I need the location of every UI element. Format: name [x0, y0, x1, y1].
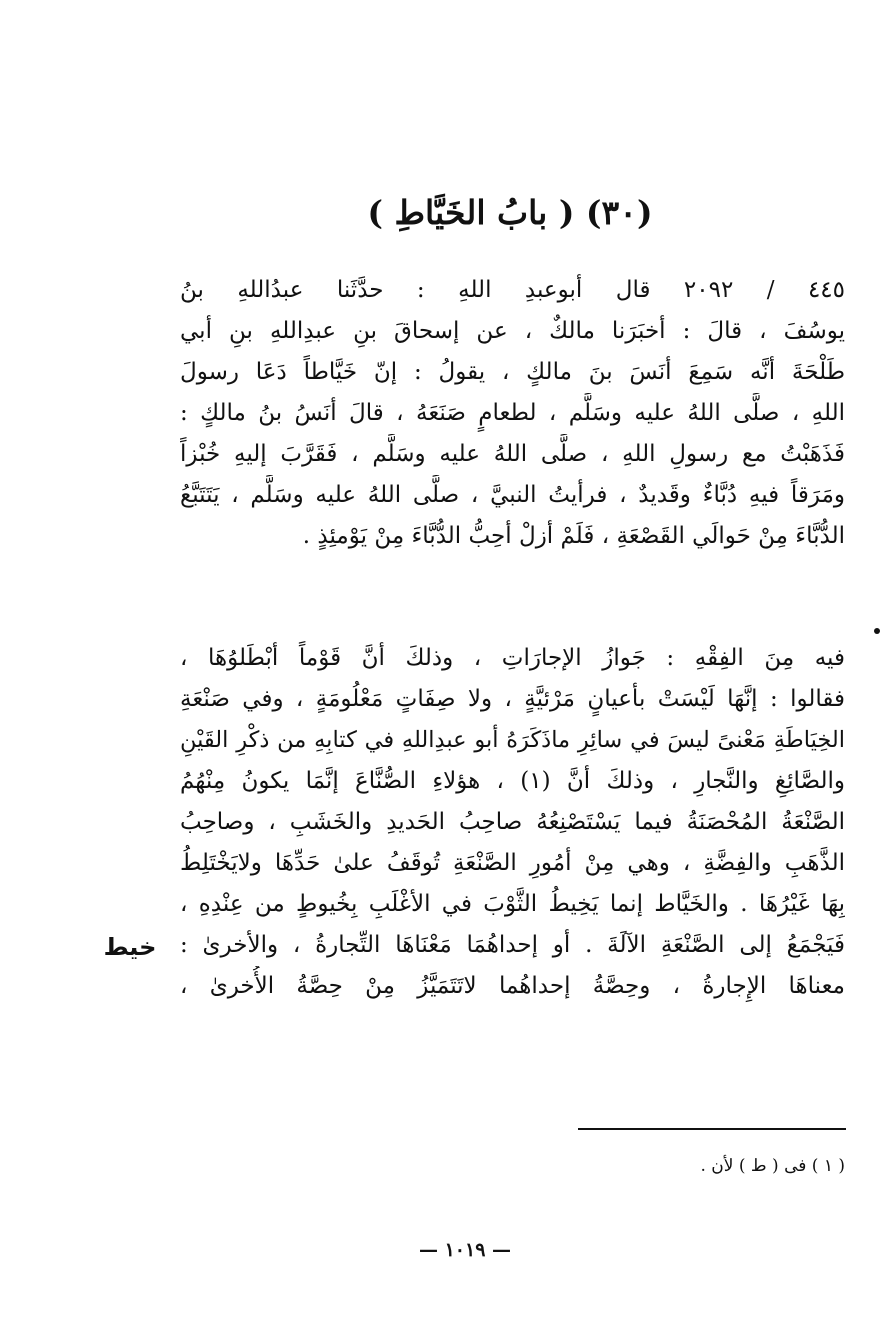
- commentary-line: الخِيَاطَةِ مَعْنىً ليسَ في سائِرِ ماذَكَرَهُ أبو عبدِاللهِ في كتابِهِ من ذكْرِ القَيْنِ: [180, 727, 845, 753]
- commentary-text: [180, 638, 845, 1007]
- commentary-line: فيه مِنَ الفِقْهِ : جَوازُ الإجارَاتِ ، وذلكَ أنَّ قَوْماً أبْطَلوُهَا ،: [180, 645, 845, 671]
- hadith-line: ومَرَقاً فيهِ دُبَّاءٌ وقَديدٌ ، فرأيتُ النبيَّ ، صلَّى اللهُ عليه وسَلَّم ، يَتَتَبَّعُ: [180, 482, 845, 508]
- margin-keyword: خيط: [103, 933, 157, 961]
- hadith-line: يوسُفَ ، قالَ : أخبَرَنا مالكٌ ، عن إسحاقَ بنِ عبدِاللهِ بنِ أبي: [180, 318, 845, 344]
- hadith-line: فَذَهَبْتُ مع رسولِ اللهِ ، صلَّى اللهُ عليه وسَلَّم ، فَقَرَّبَ إليهِ خُبْزاً: [180, 441, 845, 467]
- hadith-line: طَلْحَةَ أنَّه سَمِعَ أنَسَ بنَ مالكٍ ، يقولُ : إنّ خَيَّاطاً دَعَا رسولَ: [180, 359, 845, 385]
- commentary-line: بِهَا غَيْرُهَا . والخَيَّاط إنما يَخِيطُ الثَّوْبَ في الأغْلَبِ بِخُيوطٍ من عِنْدِهِ ،: [180, 891, 845, 917]
- hadith-line: الدُّبَّاءَ مِنْ حَوالَي القَصْعَةِ ، فَلَمْ أزلْ أحِبُّ الدُّبَّاءَ مِنْ يَوْمئِذٍ .: [302, 523, 845, 549]
- commentary-line: الصَّنْعَةُ المُحْصَنَةُ فيما يَسْتَصْنِعُهُ صاحِبُ الحَديدِ والخَشَبِ ، وصاحِبُ: [180, 809, 845, 835]
- footnote: ( ١ ) فى ( ط ) لأن .: [700, 1156, 845, 1176]
- page-number: — ١٠١٩ —: [418, 1239, 512, 1261]
- hadith-line: ٤٤٥ / ٢٠٩٢ قال أبوعبدِ اللهِ : حدَّثَنا عبدُاللهِ بنُ: [180, 277, 845, 303]
- chapter-title: (٣٠) ( بابُ الخَيَّاطِ ): [367, 193, 653, 232]
- commentary-line: فقالوا : إنَّهَا لَيْسَتْ بأعيانٍ مَرْئيَّةٍ ، ولا صِفَاتٍ مَعْلُومَةٍ ، وفي صَنْعَةِ: [180, 686, 845, 712]
- margin-dot-mark: [874, 628, 880, 634]
- hadith-line: اللهِ ، صلَّى اللهُ عليه وسَلَّم ، لطعامٍ صَنَعَهُ ، قالَ أنَسُ بنُ مالكٍ :: [180, 400, 845, 426]
- hadith-text: [180, 270, 845, 557]
- commentary-line: معناهَا الإِجارةُ ، وحِصَّةُ إحداهُما لاتَتَمَيَّزُ مِنْ حِصَّةُ الأُخرىٰ ،: [180, 973, 845, 999]
- commentary-line: الذَّهَبِ والفِضَّةِ ، وهي مِنْ أمُورِ الصَّنْعَةِ تُوقَفُ علىٰ حَدِّهَا ولايَخْتَلِطُ: [180, 850, 845, 876]
- commentary-line: فَيَجْمَعُ إلى الصَّنْعَةِ الآلَةَ . أو إحداهُمَا مَعْنَاهَا التِّجارةُ ، والأخرىٰ :: [180, 932, 845, 958]
- commentary-line: والصَّائِغِ والنَّجارِ ، وذلكَ أنَّ (١) ، هؤلاءِ الصُّنَّاعَ إنَّمَا يكونُ مِنْهُمُ: [180, 768, 845, 794]
- footnote-divider: [578, 1128, 846, 1130]
